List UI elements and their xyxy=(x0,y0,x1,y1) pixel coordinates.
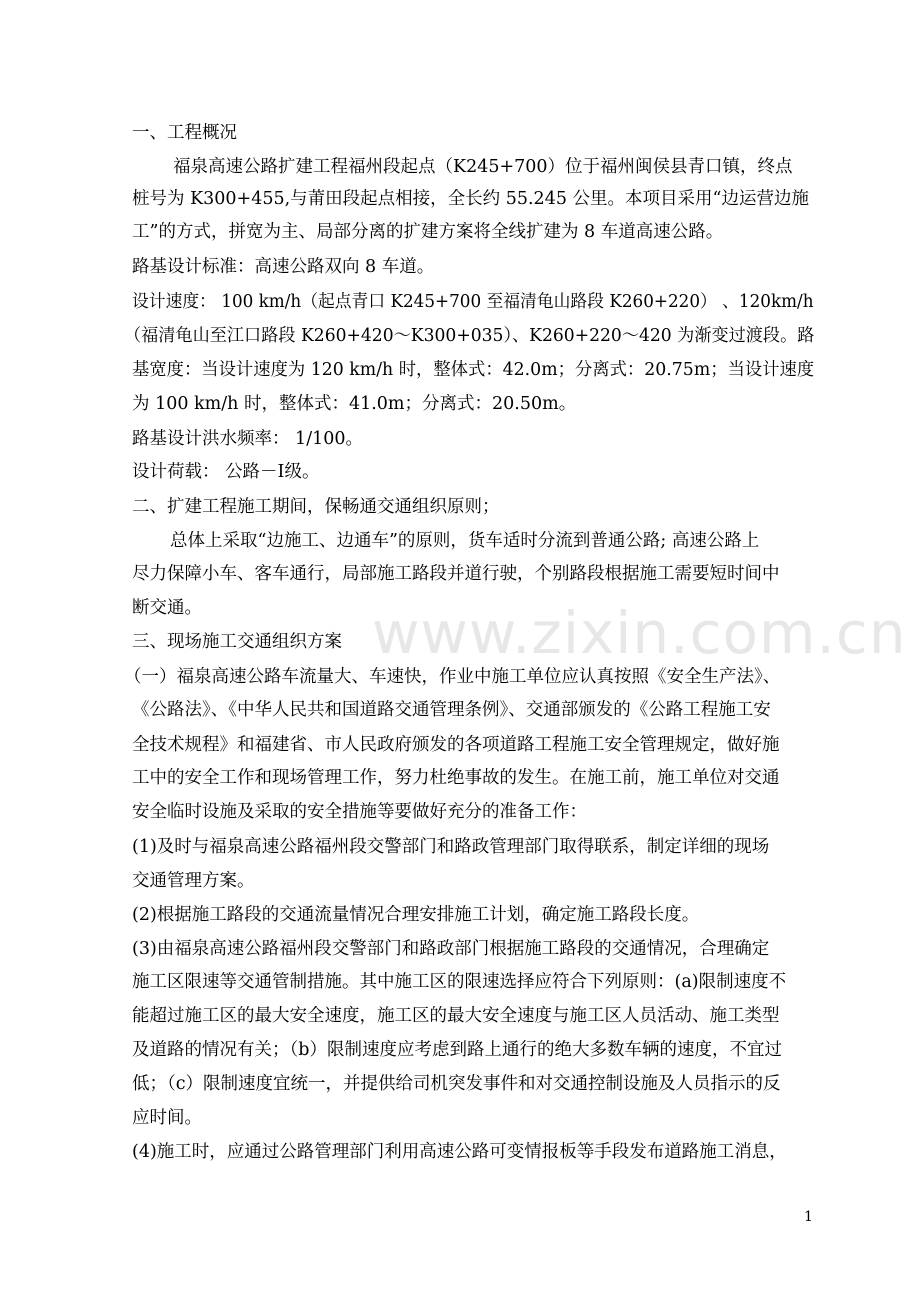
paragraph-line: 设计速度： 100 km/h（起点青口 K245+700 至福清龟山路段 K260+220） 、120km/h xyxy=(132,292,814,312)
paragraph-line: 及道路的情况有关；（b）限制速度应考虑到路上通行的绝大多数车辆的速度，不宜过 xyxy=(132,1040,782,1060)
paragraph-line: 为 100 km/h 时，整体式：41.0m；分离式：20.50m。 xyxy=(132,394,577,414)
paragraph-line: 能超过施工区的最大安全速度，施工区的最大安全速度与施工区人员活动、施工类型 xyxy=(132,1006,780,1026)
paragraph-line: 断交通。 xyxy=(132,598,202,618)
paragraph-line: (3)由福泉高速公路福州段交警部门和路政部门根据施工路段的交通情况，合理确定 xyxy=(132,939,770,959)
paragraph-line: 尽力保障小车、客车通行，局部施工路段并道行驶，个别路段根据施工需要短时间中 xyxy=(132,564,780,584)
paragraph-line: 交通管理方案。 xyxy=(132,871,255,891)
paragraph-line: 低；（c）限制速度宜统一，并提供给司机突发事件和对交通控制设施及人员指示的反 xyxy=(132,1074,781,1094)
paragraph-line: 总体上采取“边施工、边通车”的原则，货车适时分流到普通公路; 高速公路上 xyxy=(170,531,760,551)
page-number: 1 xyxy=(804,1209,813,1225)
paragraph-line: （一）福泉高速公路车流量大、车速快，作业中施工单位应认真按照《安全生产法》、 xyxy=(124,667,781,687)
section-heading-3: 三、现场施工交通组织方案 xyxy=(132,632,342,652)
paragraph-line: 全技术规程》和福建省、市人民政府颁发的各项道路工程施工安全管理规定，做好施 xyxy=(132,735,780,755)
section-heading-1: 一、工程概况 xyxy=(132,123,237,143)
paragraph-line: 应时间。 xyxy=(132,1108,202,1128)
paragraph-line: 工中的安全工作和现场管理工作，努力杜绝事故的发生。在施工前，施工单位对交通 xyxy=(132,768,780,788)
paragraph-line: 路基设计洪水频率： 1/100。 xyxy=(132,429,363,449)
section-heading-2: 二、扩建工程施工期间，保畅通交通组织原则； xyxy=(132,497,500,517)
paragraph-line: 路基设计标准：高速公路双向 8 车道。 xyxy=(132,257,435,277)
paragraph-line: 《公路法》、《中华人民共和国道路交通管理条例》、交通部颁发的《公路工程施工安 xyxy=(132,700,771,720)
paragraph-line: (2)根据施工路段的交通流量情况合理安排施工计划，确定施工路段长度。 xyxy=(132,905,700,925)
paragraph-line: 安全临时设施及采取的安全措施等要做好充分的准备工作： xyxy=(132,802,587,822)
paragraph-line: 设计荷载： 公路－Ⅰ级。 xyxy=(132,462,320,482)
paragraph-line: 基宽度：当设计速度为 120 km/h 时，整体式：42.0m；分离式：20.75m；当设计速度 xyxy=(132,360,815,380)
paragraph-line: 桩号为 K300+455,与莆田段起点相接，全长约 55.245 公里。本项目采用“边运营边施 xyxy=(132,189,809,209)
paragraph-line: 工”的方式，拼宽为主、局部分离的扩建方案将全线扩建为 8 车道高速公路。 xyxy=(132,222,724,242)
paragraph-line: 施工区限速等交通管制措施。其中施工区的限速选择应符合下列原则：(a)限制速度不 xyxy=(132,972,787,992)
paragraph-line: (4)施工时，应通过公路管理部门利用高速公路可变情报板等手段发布道路施工消息， xyxy=(132,1142,787,1162)
watermark: www.zixin.com.cn xyxy=(372,599,907,667)
paragraph-line: 福泉高速公路扩建工程福州段起点（K245+700）位于福州闽侯县青口镇，终点 xyxy=(173,157,793,177)
paragraph-line: （福清龟山至江口路段 K260+420～K300+035）、K260+220～420 为渐变过渡段。路 xyxy=(124,326,815,346)
paragraph-line: (1)及时与福泉高速公路福州段交警部门和路政管理部门取得联系，制定详细的现场 xyxy=(132,837,770,857)
